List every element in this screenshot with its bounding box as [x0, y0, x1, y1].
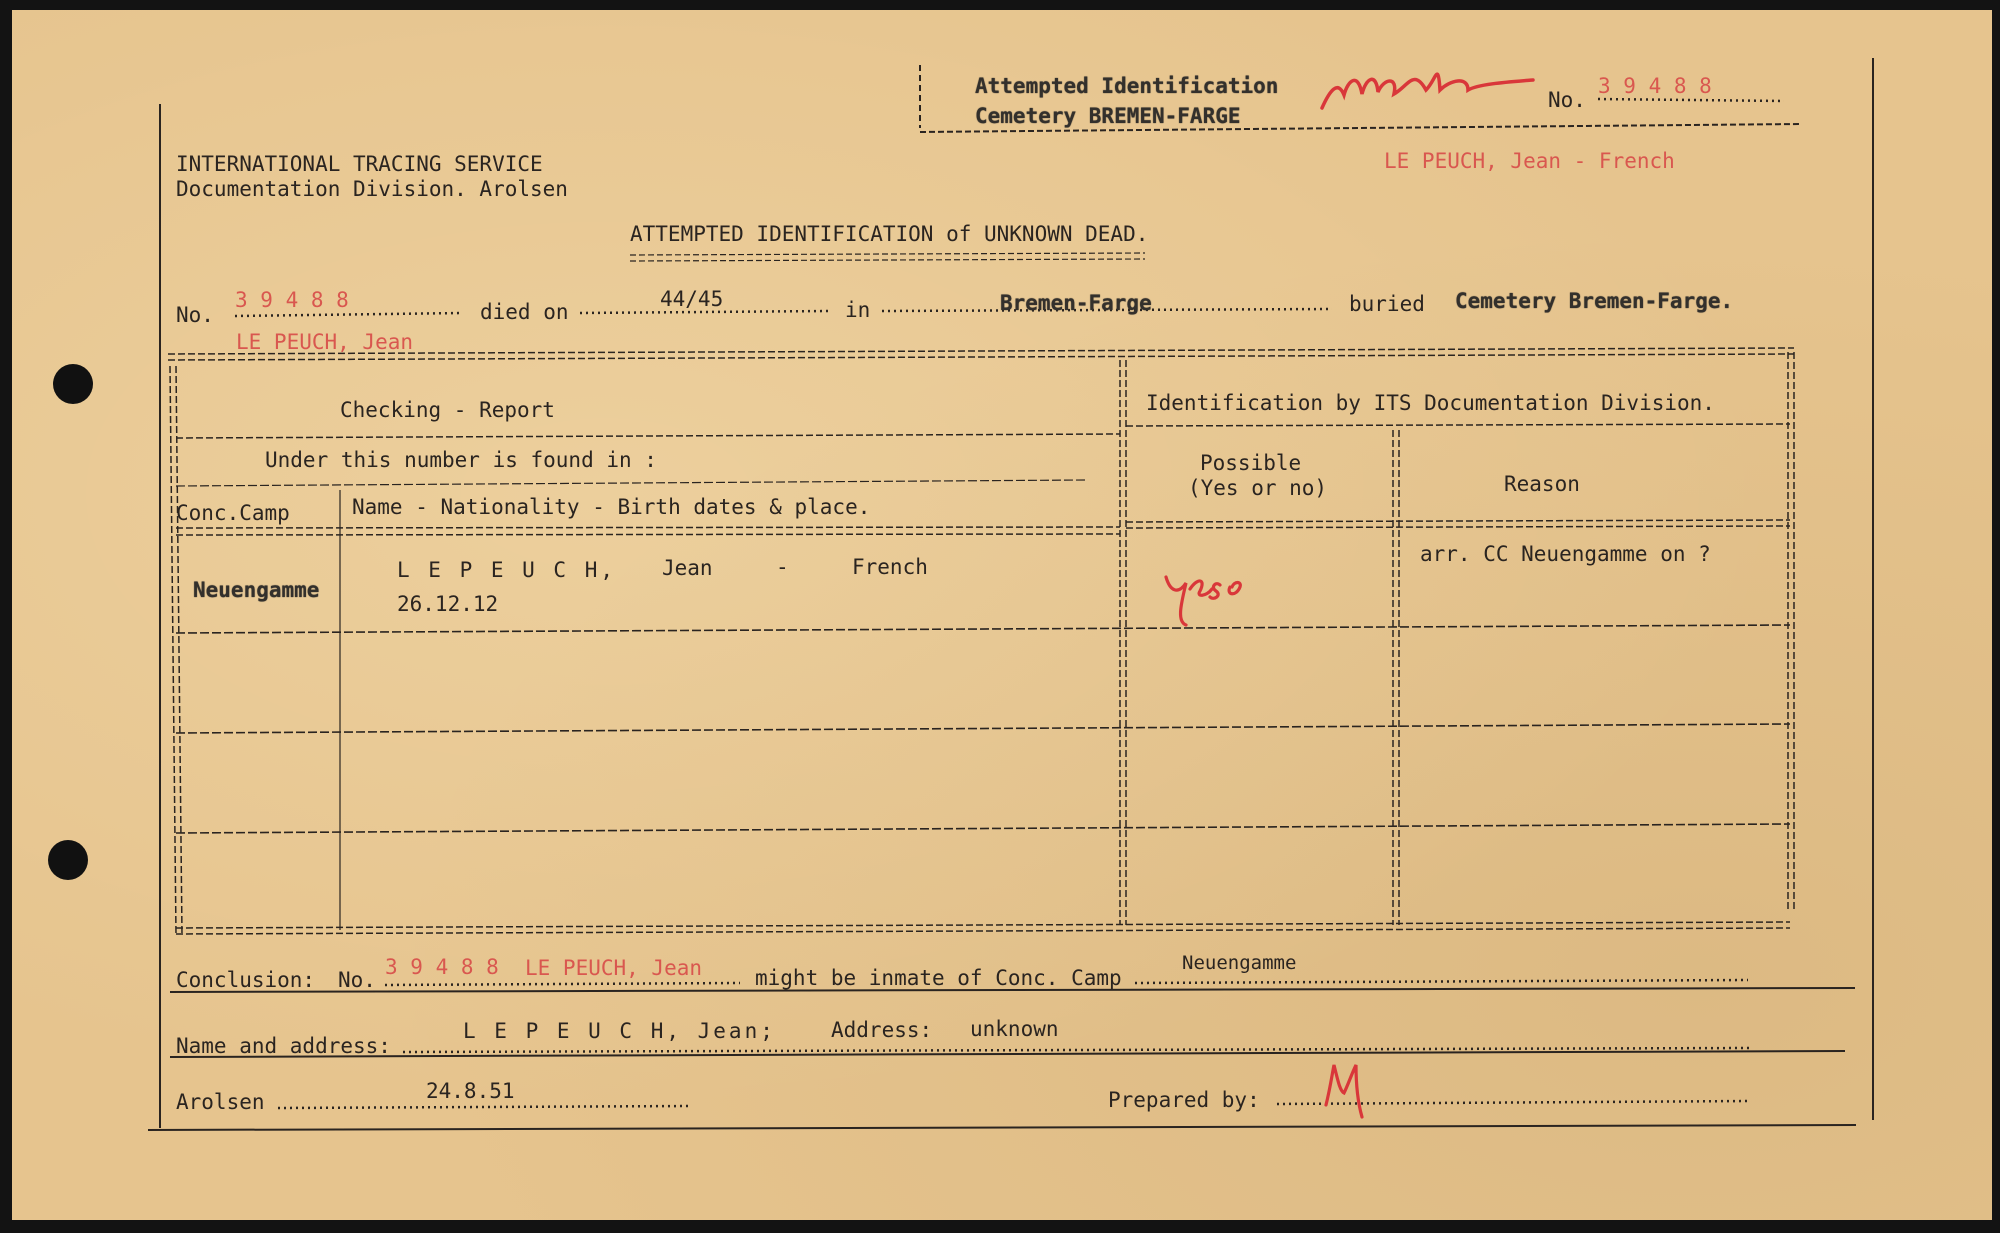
in-label: in	[845, 298, 871, 322]
conclusion-no-value: 3 9 4 8 8	[385, 955, 499, 979]
row1-camp: Neuengamme	[193, 578, 320, 602]
buried-label: buried	[1349, 292, 1425, 316]
under-number-header: Under this number is found in :	[265, 448, 657, 472]
possible-header-2: (Yes or no)	[1188, 476, 1328, 500]
address-value: unknown	[970, 1017, 1059, 1041]
row1-name: L E P E U C H,	[397, 558, 617, 582]
might-be-inmate-text: might be inmate of Conc. Camp	[755, 966, 1122, 990]
checking-report-header: Checking - Report	[340, 398, 555, 422]
conclusion-name-value: LE PEUCH, Jean	[525, 956, 703, 980]
record-name-below: LE PEUCH, Jean	[236, 330, 414, 354]
in-value: Bremen-Farge	[1000, 291, 1152, 315]
prepared-date-value: 24.8.51	[426, 1079, 515, 1103]
name-nationality-header: Name - Nationality - Birth dates & place.	[352, 495, 871, 519]
header-no-value: 3 9 4 8 8	[1598, 74, 1712, 98]
row1-dash: -	[776, 555, 789, 579]
possible-header-1: Possible	[1200, 451, 1302, 475]
row1-nationality: French	[852, 555, 928, 579]
name-address-label: Name and address:	[176, 1034, 391, 1058]
record-no-label: No.	[176, 303, 214, 327]
conc-camp-header: Conc.Camp	[176, 501, 290, 525]
org-line-1: INTERNATIONAL TRACING SERVICE	[176, 152, 543, 176]
handwritten-made-mark	[1318, 50, 1548, 120]
org-line-2: Documentation Division. Arolsen	[176, 177, 568, 201]
prepared-by-label: Prepared by:	[1108, 1088, 1260, 1112]
stamp-line-2: Cemetery BREMEN-FARGE	[975, 104, 1241, 128]
buried-value: Cemetery Bremen-Farge.	[1455, 289, 1734, 313]
name-address-value: L E P E U C H, Jean;	[463, 1019, 776, 1043]
header-name-right: LE PEUCH, Jean - French	[1384, 149, 1675, 173]
row1-possible-yes-mark	[1160, 555, 1260, 635]
died-value: 44/45	[660, 287, 724, 311]
reason-header: Reason	[1504, 472, 1580, 496]
conclusion-camp-value: Neuengamme	[1182, 952, 1297, 974]
header-no-label: No.	[1548, 88, 1586, 112]
conclusion-label: Conclusion:	[176, 968, 316, 992]
row1-reason: arr. CC Neuengamme on ?	[1420, 542, 1711, 566]
row1-first-name: Jean	[662, 556, 713, 580]
row1-birth: 26.12.12	[397, 592, 499, 616]
record-no-value: 3 9 4 8 8	[235, 288, 349, 312]
document-title: ATTEMPTED IDENTIFICATION of UNKNOWN DEAD.	[630, 222, 1149, 246]
stamp-line-1: Attempted Identification	[975, 74, 1279, 98]
died-label: died on	[480, 300, 569, 324]
arolsen-label: Arolsen	[176, 1090, 265, 1114]
address-label: Address:	[831, 1018, 933, 1042]
prepared-by-signature-mark	[1318, 1055, 1378, 1125]
identification-header: Identification by ITS Documentation Division.	[1146, 391, 1715, 415]
conclusion-no-label: No.	[338, 968, 376, 992]
